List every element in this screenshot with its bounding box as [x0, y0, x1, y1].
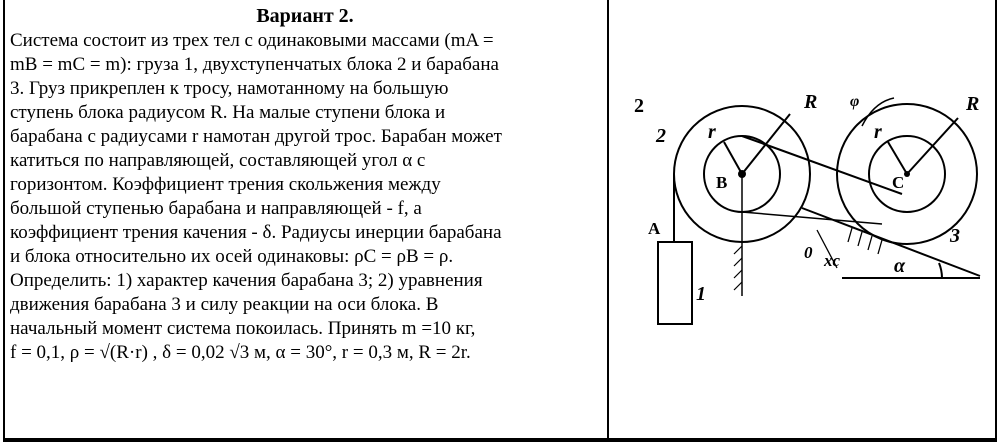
problem-line: барабана с радиусами r намотан другой трос. Барабан может [10, 126, 502, 147]
label-rotation: φ [850, 93, 860, 110]
point-b-dot [738, 170, 746, 178]
label-point-c: C [892, 173, 905, 192]
big-radius-arrow-left [742, 114, 790, 174]
small-radius-arrow-left [724, 142, 742, 174]
variant-title: Вариант 2. [256, 5, 354, 27]
support-hatch [734, 246, 742, 290]
label-big-radius-right: R [966, 93, 980, 115]
problem-line: 3. Груз прикреплен к тросу, намотанному на большую [10, 78, 449, 99]
label-big-radius-left: R [804, 91, 818, 113]
rope-lower [742, 212, 882, 224]
point-c-dot [904, 171, 910, 177]
problem-line: начальный момент система покоилась. Принять m =10 кг, [10, 318, 476, 339]
problem-line: и блока относительно их осей одинаковы: ρC = ρB = ρ. [10, 246, 454, 267]
problem-line: коэффициент трения качения - δ. Радиусы инерции барабана [10, 222, 502, 243]
column-divider [607, 0, 609, 440]
problem-line: mB = mC = m): груза 1, двухступенчатых блока 2 и барабана [10, 54, 499, 75]
label-block-top: 2 [634, 95, 644, 117]
problem-line: f = 0,1, ρ = √(R·r) , δ = 0,02 √3 м, α = 30°, r = 0,3 м, R = 2r. [10, 342, 471, 363]
problem-line: Система состоит из трех тел с одинаковыми массами (mA = [10, 30, 494, 51]
label-angle: α [894, 255, 906, 277]
big-radius-arrow-right [907, 118, 958, 174]
label-drum: 3 [950, 225, 960, 247]
label-small-radius-right: r [874, 121, 882, 143]
label-coord: xc [824, 251, 841, 270]
label-block-side: 2 [656, 125, 666, 147]
angle-arc [939, 263, 942, 278]
label-point-b: B [716, 173, 728, 192]
problem-line: катиться по направляющей, составляющей угол α с [10, 150, 426, 171]
label-load: 1 [696, 283, 706, 305]
label-origin: 0 [804, 243, 813, 262]
label-point-a: A [648, 219, 661, 238]
mechanism-diagram [612, 6, 992, 436]
problem-line: Определить: 1) характер качения барабана 3; 2) уравнения [10, 270, 483, 291]
problem-text-cell [10, 4, 600, 365]
load-box [658, 242, 692, 324]
problem-line: большой ступенью барабана и направляющей - f, а [10, 198, 422, 219]
label-small-radius-left: r [708, 121, 716, 143]
problem-line: движения барабана 3 и силу реакции на оси блока. В [10, 294, 439, 315]
problem-line: горизонтом. Коэффициент трения скольжения между [10, 174, 441, 195]
small-radius-arrow-right [888, 142, 907, 174]
table-bottom-border [3, 438, 995, 440]
problem-line: ступень блока радиусом R. На малые ступени блока и [10, 102, 446, 123]
